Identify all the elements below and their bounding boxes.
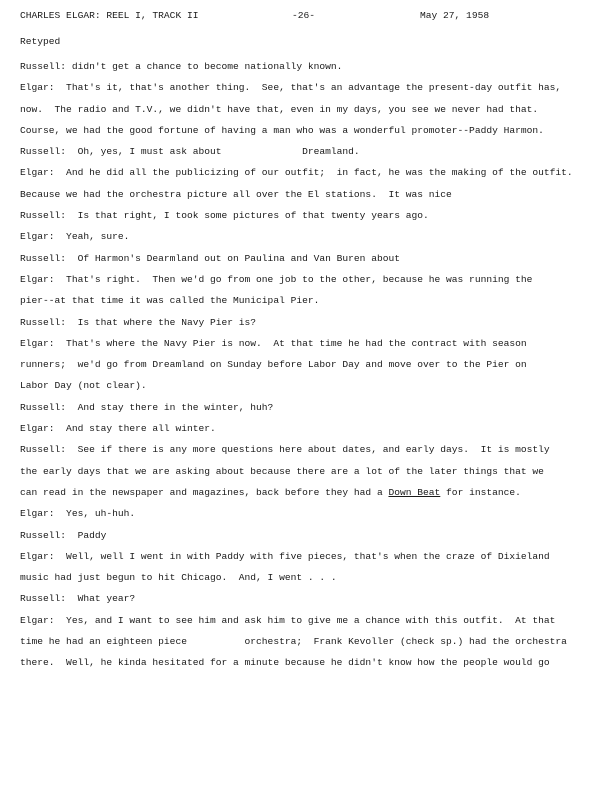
transcript-line: Russell: Paddy <box>20 529 107 541</box>
header-reel-info: CHARLES ELGAR: REEL I, TRACK II <box>20 10 199 21</box>
transcript-line: Russell: Of Harmon's Dearmland out on Paulina and Van Buren about <box>20 252 400 264</box>
transcript-line: runners; we'd go from Dreamland on Sunday before Labor Day and move over to the Pier on <box>20 359 527 371</box>
transcript-line: Course, we had the good fortune of having a man who was a wonderful promoter--Paddy Harmon. <box>20 124 544 136</box>
transcript-line: time he had an eighteen piece orchestra; Frank Kevoller (check sp.) had the orchestra <box>20 636 567 648</box>
transcript-line: Russell: Oh, yes, I must ask about Dreamland. <box>20 146 360 158</box>
page-number: -26- <box>292 10 316 21</box>
transcript-line: there. Well, he kinda hesitated for a minute because he didn't know how the people would go <box>20 657 550 669</box>
retyped-note: Retyped <box>20 36 61 47</box>
transcript-line: Elgar: Yes, uh-huh. <box>20 508 136 520</box>
transcript-line: Elgar: Well, well I went in with Paddy with five pieces, that's when the craze of Dixieland <box>20 550 550 562</box>
transcript-line: pier--at that time it was called the Municipal Pier. <box>20 295 320 307</box>
transcript-line: Russell: Is that where the Navy Pier is? <box>20 316 257 328</box>
transcript-line: Russell: What year? <box>20 593 136 605</box>
transcript-line: Russell: And stay there in the winter, huh? <box>20 401 274 413</box>
transcript-line: Elgar: That's it, that's another thing. See, that's an advantage the present-day outfit has, <box>20 82 562 94</box>
transcript-line: Russell: See if there is any more questions here about dates, and early days. It is mostly <box>20 444 550 456</box>
transcript-line: Elgar: And stay there all winter. <box>20 423 216 435</box>
transcript-line: music had just begun to hit Chicago. And, I went . . . <box>20 572 337 584</box>
transcript-line: now. The radio and T.V., we didn't have that, even in my days, you see we never had that. <box>20 103 539 115</box>
transcript-line: Elgar: Yes, and I want to see him and ask him to give me a chance with this outfit. At that <box>20 614 556 626</box>
transcript-line: the early days that we are asking about because there are a lot of the later things that we <box>20 465 544 477</box>
transcript-body <box>20 56 595 674</box>
transcript-line: can read in the newspaper and magazines, back before they had a Down Beat for instance. <box>20 486 521 498</box>
transcript-line: Labor Day (not clear). <box>20 380 147 392</box>
page-header <box>20 10 592 26</box>
transcript-line: Elgar: That's right. Then we'd go from one job to the other, because he was running the <box>20 273 533 285</box>
header-date: May 27, 1958 <box>420 10 490 21</box>
transcript-line: Russell: Is that right, I took some pictures of that twenty years ago. <box>20 210 429 222</box>
underlined-title: Down Beat <box>388 486 441 498</box>
transcript-line: Elgar: Yeah, sure. <box>20 231 130 243</box>
transcript-line: Elgar: And he did all the publicizing of our outfit; in fact, he was the making of the outfit. <box>20 167 573 179</box>
transcript-line: Elgar: That's where the Navy Pier is now. At that time he had the contract with season <box>20 337 527 349</box>
transcript-line: Because we had the orchestra picture all over the El stations. It was nice <box>20 188 452 200</box>
transcript-line: Russell: didn't get a chance to become nationally known. <box>20 61 343 72</box>
